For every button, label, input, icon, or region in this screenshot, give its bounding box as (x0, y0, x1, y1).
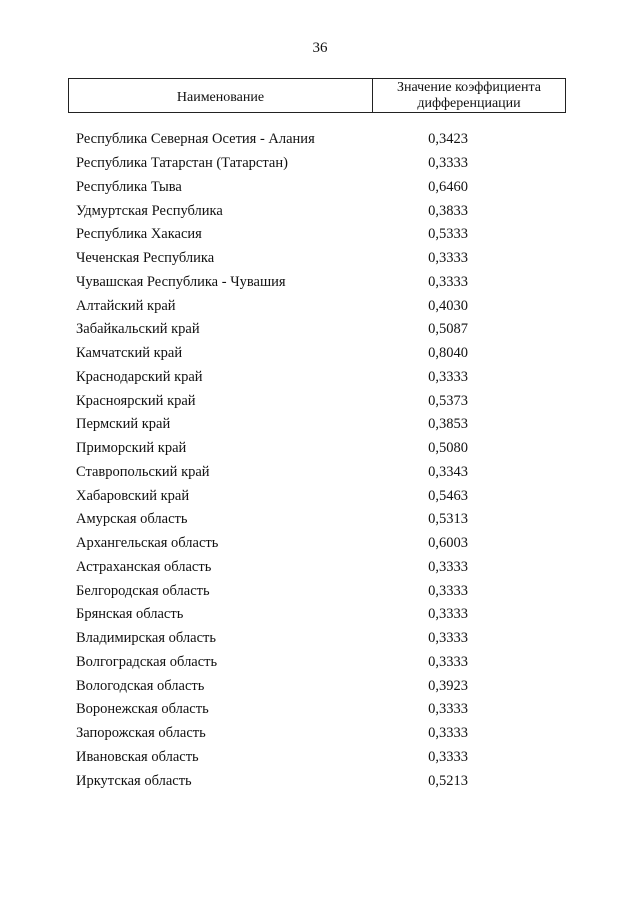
table-row (76, 342, 566, 366)
table-row (76, 603, 566, 627)
table-row (76, 366, 566, 390)
table-row (76, 318, 566, 342)
table-row (76, 389, 566, 413)
table-row (76, 556, 566, 580)
region-name: Чеченская Республика (76, 250, 215, 267)
region-name: Брянская область (76, 606, 184, 623)
coefficient-value: 0,3333 (428, 273, 468, 290)
region-name: Вологодская область (76, 677, 205, 694)
coefficient-value: 0,3423 (428, 131, 468, 148)
region-name: Волгоградская область (76, 653, 218, 670)
header-name-column: Наименование (69, 79, 373, 112)
coefficient-value: 0,3333 (428, 250, 468, 267)
table-row (76, 508, 566, 532)
region-name: Воронежская область (76, 701, 209, 718)
coefficient-value: 0,5213 (428, 772, 468, 789)
coefficient-value: 0,5333 (428, 226, 468, 243)
table-row (76, 247, 566, 271)
table-row (76, 461, 566, 485)
coefficient-value: 0,6460 (428, 178, 468, 195)
coefficient-value: 0,3853 (428, 416, 468, 433)
table-row (76, 223, 566, 247)
table-row (76, 199, 566, 223)
region-name: Астраханская область (76, 558, 212, 575)
region-name: Амурская область (76, 511, 188, 528)
coefficient-value: 0,3923 (428, 677, 468, 694)
coefficient-value: 0,5087 (428, 321, 468, 338)
region-name: Республика Северная Осетия - Алания (76, 131, 315, 148)
region-name: Республика Татарстан (Татарстан) (76, 155, 288, 172)
coefficient-value: 0,3333 (428, 630, 468, 647)
region-name: Удмуртская Республика (76, 202, 223, 219)
coefficient-value: 0,5080 (428, 440, 468, 457)
region-name: Республика Хакасия (76, 226, 202, 243)
table-row (76, 152, 566, 176)
table-row (76, 746, 566, 770)
coefficient-value: 0,8040 (428, 345, 468, 362)
table-body (76, 128, 566, 793)
header-value-column (373, 79, 565, 112)
coefficient-value: 0,3333 (428, 155, 468, 172)
table-row (76, 651, 566, 675)
table-row (76, 674, 566, 698)
region-name: Камчатский край (76, 345, 183, 362)
region-name: Алтайский край (76, 297, 176, 314)
coefficient-value: 0,3333 (428, 558, 468, 575)
coefficient-value: 0,3333 (428, 748, 468, 765)
coefficient-value: 0,4030 (428, 297, 468, 314)
region-name: Чувашская Республика - Чувашия (76, 273, 286, 290)
coefficient-value: 0,3333 (428, 701, 468, 718)
region-name: Краснодарский край (76, 368, 203, 385)
region-name: Иркутская область (76, 772, 192, 789)
table-row (76, 271, 566, 295)
coefficient-value: 0,3333 (428, 582, 468, 599)
table-row (76, 128, 566, 152)
coefficient-value: 0,6003 (428, 535, 468, 552)
table-row (76, 532, 566, 556)
region-name: Ставропольский край (76, 463, 210, 480)
coefficient-value: 0,3343 (428, 463, 468, 480)
table-row (76, 722, 566, 746)
table-header (68, 78, 566, 113)
table-row (76, 698, 566, 722)
region-name: Республика Тыва (76, 178, 182, 195)
table-row (76, 769, 566, 793)
page-number: 36 (312, 40, 328, 56)
region-name: Архангельская область (76, 535, 219, 552)
region-name: Приморский край (76, 440, 187, 457)
coefficient-value: 0,3333 (428, 725, 468, 742)
table-row (76, 413, 566, 437)
table-row (76, 294, 566, 318)
region-name: Пермский край (76, 416, 171, 433)
header-value-line-1: Значение коэффициента (396, 79, 542, 95)
region-name: Хабаровский край (76, 487, 190, 504)
region-name: Запорожская область (76, 725, 206, 742)
region-name: Красноярский край (76, 392, 196, 409)
table-row (76, 627, 566, 651)
region-name: Ивановская область (76, 748, 199, 765)
table-row (76, 176, 566, 200)
region-name: Забайкальский край (76, 321, 200, 338)
region-name: Белгородская область (76, 582, 210, 599)
coefficient-value: 0,3333 (428, 606, 468, 623)
table-row (76, 437, 566, 461)
coefficient-value: 0,5373 (428, 392, 468, 409)
coefficient-value: 0,5313 (428, 511, 468, 528)
coefficient-value: 0,3333 (428, 368, 468, 385)
coefficient-value: 0,3833 (428, 202, 468, 219)
region-name: Владимирская область (76, 630, 216, 647)
header-value-line-2: дифференциации (417, 95, 521, 111)
coefficient-value: 0,5463 (428, 487, 468, 504)
coefficient-value: 0,3333 (428, 653, 468, 670)
table-row (76, 579, 566, 603)
table-row (76, 484, 566, 508)
